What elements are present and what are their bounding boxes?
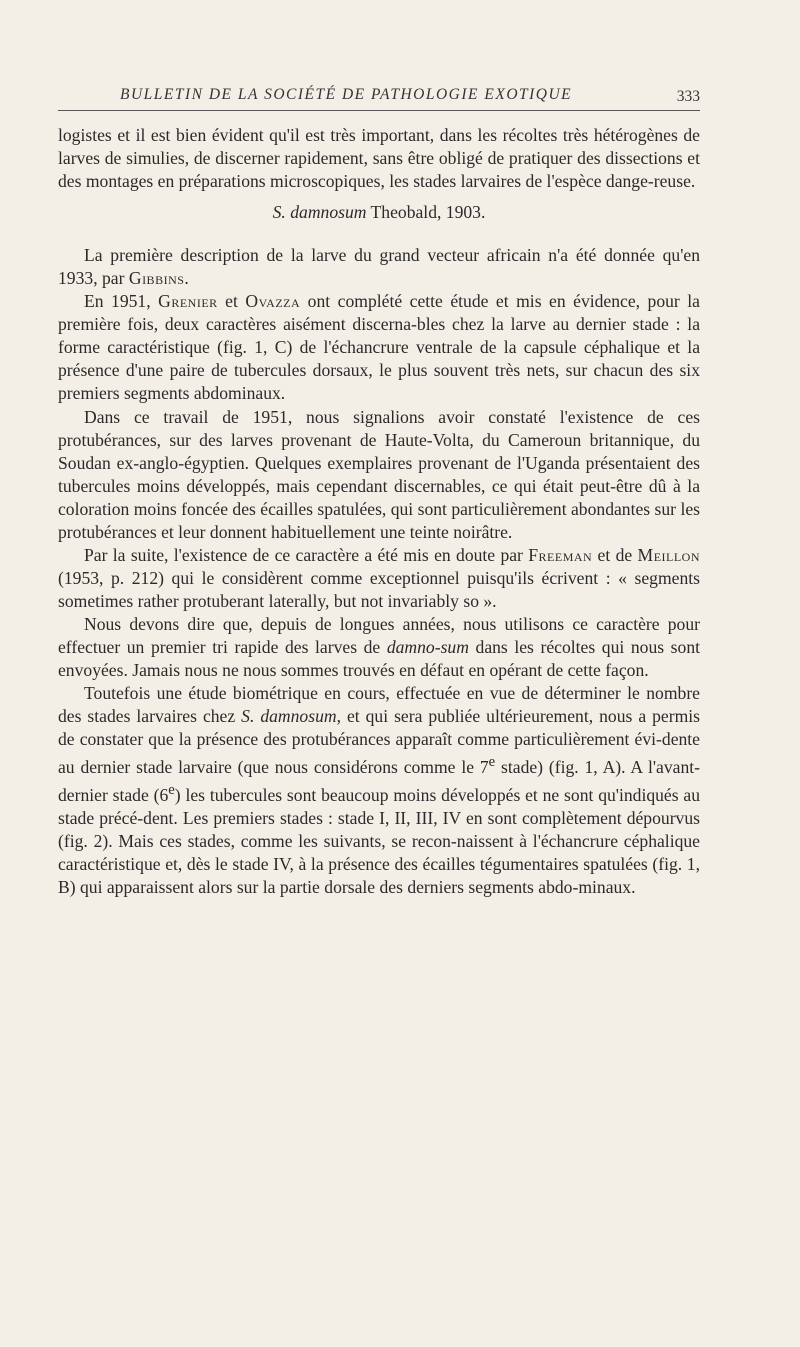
paragraph-sorting: Nous devons dire que, depuis de longues années, nous utilisons ce caractère pour effectuer un premier tri rapide des larves de damno-sum dans les récoltes qui nous sont envoyées. Jamais nous ne nous sommes trouvés en défaut en opérant de cette façon. xyxy=(58,613,700,681)
paragraph-freeman-meillon: Par la suite, l'existence de ce caractère a été mis en doute par Freeman et de Meillon (1953, p. 212) qui le considèrent comme exceptionnel puisqu'ils écrivent : « segments sometimes rather protuberant laterally, but not invariably so ». xyxy=(58,544,701,611)
author-ovazza: Ovazza xyxy=(245,291,301,312)
species-name-inline: S. damnosum xyxy=(241,706,337,727)
paragraph-continuation: logistes et il est bien évident qu'il est très important, dans les récoltes très hétérogènes de larves de simulies, de discerner rapidement, sans être obligé de pratiquer des dissections et des montages en préparations microscopiques, les stades larvaires de l'espèce dange-reuse. xyxy=(58,125,700,192)
paragraph-biometric-study: Toutefois une étude biométrique en cours, effectuée en vue de déterminer le nombre des stades larvaires chez S. damnosum, et qui sera publiée ultérieurement, nous a permis de constater que la présence des protubérances apparaît comme particulièrement évi-dente au dernier stade larvaire (que nous considérons comme le 7e stade) (fig. 1, A). A l'avant-dernier stade (6e) les tubercules sont beaucoup moins développés et ne sont qu'indiqués au stade précé-dent. Les premiers stades : stade I, II, III, IV en sont complètement dépourvus (fig. 2). Mais ces stades, comme les suivants, se recon-naissent à l'échancrure céphalique caractéristique et, dès le stade IV, à la présence des écailles tégumentaires spatulées (fig. 1, B) qui apparaissent alors sur la partie dorsale des derniers segments abdo-minaux. xyxy=(58,683,701,898)
superscript: e xyxy=(488,754,496,771)
species-heading xyxy=(58,201,700,224)
species-author: Theobald, 1903. xyxy=(366,202,486,223)
running-title: BULLETIN DE LA SOCIÉTÉ DE PATHOLOGIE EXOTIQUE xyxy=(120,86,573,103)
paragraph-first-description: La première description de la larve du grand vecteur africain n'a été donnée qu'en 1933, par Gibbins. xyxy=(58,245,700,289)
species-name: S. damnosum xyxy=(272,202,367,223)
journal-page xyxy=(58,0,700,1347)
paragraph-protuberances: Dans ce travail de 1951, nous signalions avoir constaté l'existence de ces protubérances, sur des larves provenant de Haute-Volta, du Cameroun britannique, du Soudan ex-anglo-égyptien. Quelques exemplaires provenant de l'Uganda présentaient des tubercules moins développés, mais cependant discernables, ce qui était peut-être dû à la coloration moins foncée des écailles spatulées, qui sont particulièrement abondantes sur les protubérances et leur donnent habituellement une teinte noirâtre. xyxy=(58,406,700,542)
paragraph-grenier-ovazza: En 1951, Grenier et Ovazza ont complété cette étude et mis en évidence, pour la première fois, deux caractères aisément discerna-bles chez la larve au dernier stade : la forme caractéristique (fig. 1, C) de l'échancrure ventrale de la capsule céphalique et la présence d'une paire de tubercules dorsaux, le plus souvent très nets, sur chacun des six premiers segments abdominaux. xyxy=(58,291,700,404)
author-meillon: Meillon xyxy=(637,544,701,565)
superscript: e xyxy=(168,782,175,799)
page-header xyxy=(58,86,700,111)
species-name-inline: damno-sum xyxy=(386,636,469,657)
author-freeman: Freeman xyxy=(528,544,593,565)
author-gibbins: Gibbins xyxy=(128,268,185,289)
page-number: 333 xyxy=(676,88,700,105)
article-body xyxy=(58,124,700,899)
author-grenier: Grenier xyxy=(158,291,218,312)
